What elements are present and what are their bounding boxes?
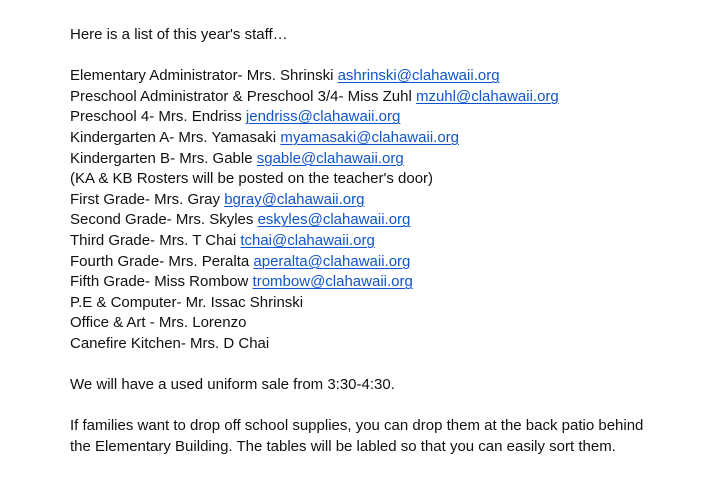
staff-row [70,87,690,108]
spacer [70,396,690,417]
staff-email-link[interactable]: ashrinski@clahawaii.org [337,67,500,85]
spacer [70,355,690,376]
staff-email-link[interactable]: tchai@clahawaii.org [240,231,375,249]
staff-row [70,66,690,87]
staff-role: Preschool 4- Mrs. Endriss [70,108,246,126]
staff-email-link[interactable]: eskyles@clahawaii.org [257,211,411,229]
staff-row [70,210,690,231]
staff-email-link[interactable]: trombow@clahawaii.org [252,273,413,291]
supplies-line: the Elementary Building. The tables will be labled so that you can easily sort them. [70,437,616,455]
document-body [70,25,690,457]
staff-role: Fourth Grade- Mrs. Peralta [70,252,254,270]
staff-role: Office & Art - Mrs. Lorenzo [70,314,247,332]
staff-row [70,149,690,170]
supplies-line: If families want to drop off school supplies, you can drop them at the back patio behind [70,417,644,435]
staff-role: Third Grade- Mrs. T Chai [70,231,241,249]
staff-role: Second Grade- Mrs. Skyles [70,211,258,229]
roster-note [70,169,690,190]
staff-email-link[interactable]: aperalta@clahawaii.org [253,252,411,270]
staff-role: Preschool Administrator & Preschool 3/4- Miss Zuhl [70,87,416,105]
staff-row [70,293,690,314]
staff-email-link[interactable]: bgray@clahawaii.org [224,190,365,208]
roster-note-text: (KA & KB Rosters will be posted on the teacher's door) [70,170,434,188]
staff-row [70,190,690,211]
staff-role: Kindergarten B- Mrs. Gable [70,149,257,167]
staff-row [70,128,690,149]
supplies-paragraph [70,416,690,457]
staff-role: Canefire Kitchen- Mrs. D Chai [70,334,270,352]
staff-email-link[interactable]: mzuhl@clahawaii.org [415,87,559,105]
staff-role: P.E & Computer- Mr. Issac Shrinski [70,293,304,311]
staff-list [70,66,690,354]
staff-email-link[interactable]: myamasaki@clahawaii.org [280,128,459,146]
staff-row [70,272,690,293]
staff-row [70,313,690,334]
intro-text: Here is a list of this year's staff… [70,26,288,43]
spacer [70,46,690,67]
staff-role: Fifth Grade- Miss Rombow [70,273,253,291]
uniform-sale-text: We will have a used uniform sale from 3:30-4:30. [70,376,395,394]
staff-row [70,334,690,355]
staff-role: Elementary Administrator- Mrs. Shrinski [70,67,338,85]
staff-role: Kindergarten A- Mrs. Yamasaki [70,128,281,146]
staff-row [70,107,690,128]
staff-email-link[interactable]: jendriss@clahawaii.org [245,108,401,126]
staff-role: First Grade- Mrs. Gray [70,190,225,208]
staff-email-link[interactable]: sgable@clahawaii.org [256,149,404,167]
staff-row [70,252,690,273]
staff-row [70,231,690,252]
